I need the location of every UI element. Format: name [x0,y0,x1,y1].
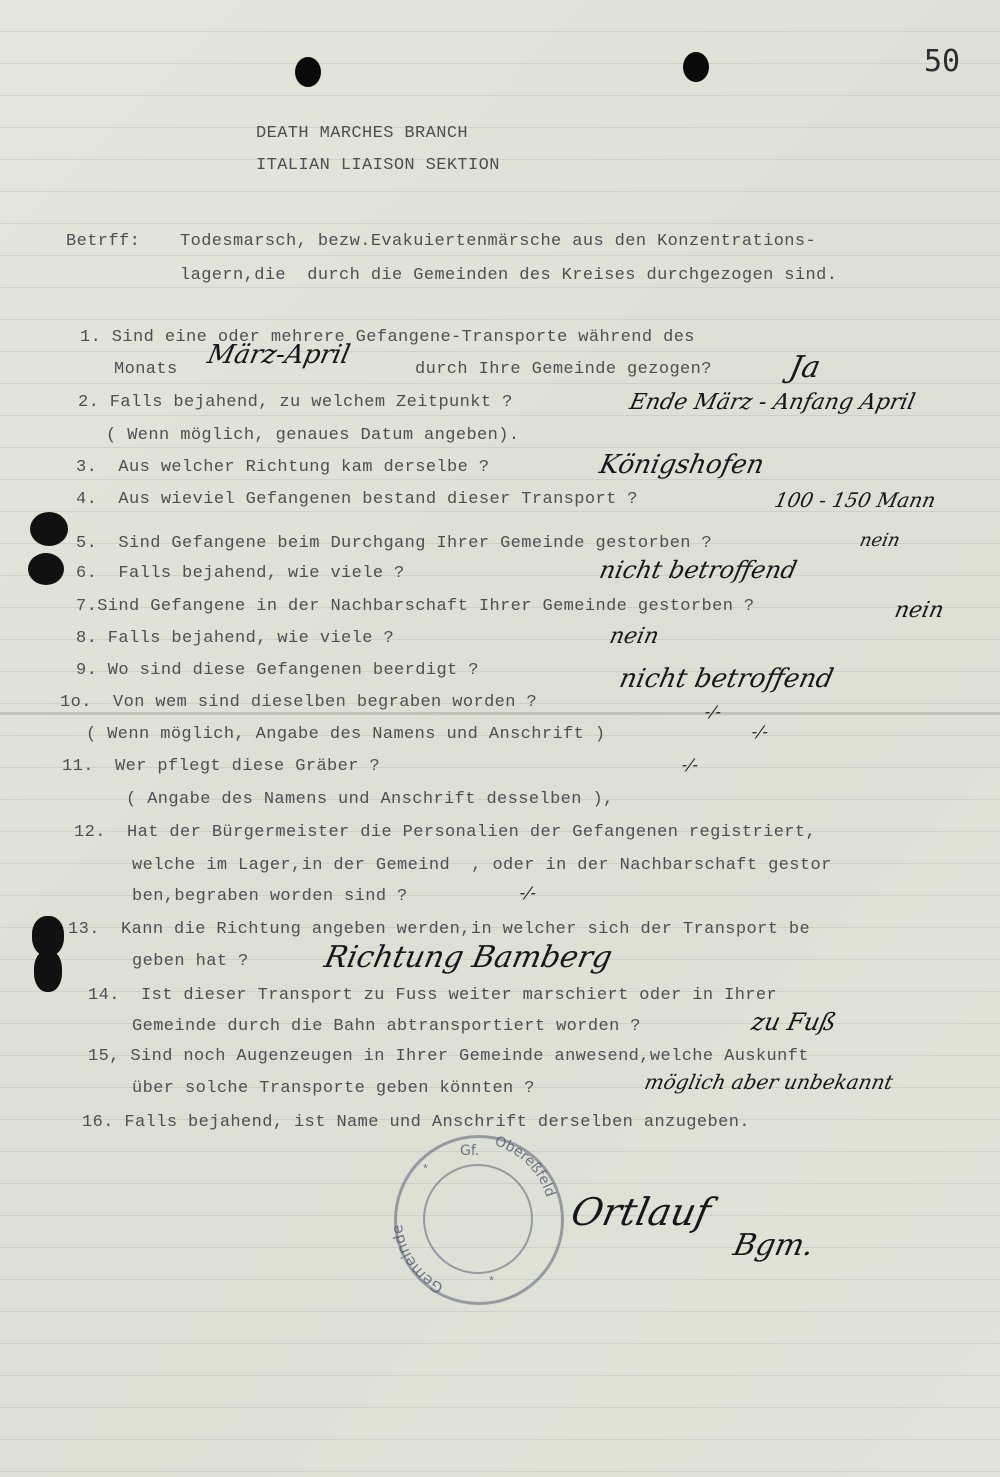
answer-9: nicht betroffend [616,664,837,694]
signature-title: Bgm. [730,1228,817,1263]
answer-4: 100 - 150 Mann [772,488,938,512]
question-7: 7.Sind Gefangene in der Nachbarschaft Ihrer Gemeinde gestorben ? [76,597,755,616]
question-15: 15, Sind noch Augenzeugen in Ihrer Gemeinde anwesend,welche Auskunft [88,1047,809,1066]
svg-text:Gemeinde [388,1224,446,1298]
answer-10b-dash: -/- [749,722,771,741]
question-1-cont: durch Ihre Gemeinde gezogen? [415,360,712,379]
question-13: 13. Kann die Richtung angeben werden,in welcher sich der Transport be [68,920,811,939]
question-3: 3. Aus welcher Richtung kam derselbe ? [76,458,490,477]
stamp-text-top: Gf. [460,1143,480,1159]
question-13-cont: geben hat ? [132,952,249,971]
svg-text:Obereßfeld [493,1134,558,1199]
svg-text:*: * [488,1275,496,1289]
answer-1: Ja [786,350,824,385]
question-9: 9. Wo sind diese Gefangenen beerdigt ? [76,661,479,680]
svg-text:*: * [422,1163,430,1177]
question-11: 11. Wer pflegt diese Gräber ? [62,757,381,776]
question-12-cont-2: ben,begraben worden sind ? [132,887,408,906]
stamp-lettering [384,1125,568,1309]
question-2-note: ( Wenn möglich, genaues Datum angeben). [106,426,520,445]
fold-line [0,712,1000,715]
question-1: 1. Sind eine oder mehrere Gefangene-Transporte während des [80,328,695,347]
header-line-1: DEATH MARCHES BRANCH [256,124,469,143]
question-12: 12. Hat der Bürgermeister die Personalien der Gefangenen registriert, [74,823,817,842]
question-15-cont: über solche Transporte geben könnten ? [132,1079,535,1098]
question-10: 1o. Von wem sind dieselben begraben worden ? [60,693,538,712]
question-5: 5. Sind Gefangene beim Durchgang Ihrer Gemeinde gestorben ? [76,534,713,553]
ink-blot-13b [34,950,62,992]
stamp-text-left: Gemeinde [387,1223,447,1298]
answer-11-dash: -/- [679,755,701,774]
answer-12-dash: -/- [517,883,539,902]
answer-10-dash: -/- [702,702,724,721]
punch-hole-right [683,52,709,82]
ink-blot-5 [30,512,68,546]
question-12-cont-1: welche im Lager,in der Gemeind , oder in der Nachbarschaft gestor [132,856,832,875]
ink-blot-6 [28,553,64,585]
answer-13: Richtung Bamberg [321,940,616,975]
answer-15: möglich aber unbekannt [642,1070,896,1094]
question-1-month-label: Monats [114,360,178,379]
question-14-cont: Gemeinde durch die Bahn abtransportiert worden ? [132,1017,641,1036]
subject-label: Betrff: [66,232,141,251]
question-4: 4. Aus wieviel Gefangenen bestand dieser Transport ? [76,490,638,509]
question-10-note: ( Wenn möglich, Angabe des Namens und Anschrift ) [86,725,606,744]
signature-name: Ortlauf [567,1190,715,1234]
question-6: 6. Falls bejahend, wie viele ? [76,564,405,583]
answer-6: nicht betroffend [597,556,800,584]
answer-5: nein [857,530,902,551]
question-14: 14. Ist dieser Transport zu Fuss weiter marschiert oder in Ihrer [88,986,778,1005]
question-11-note: ( Angabe des Namens und Anschrift desselben ), [126,790,614,809]
answer-7: nein [892,598,947,623]
question-2: 2. Falls bejahend, zu welchem Zeitpunkt ? [78,393,513,412]
page-number: 50 [924,44,961,79]
question-16: 16. Falls bejahend, ist Name und Anschrift derselben anzugeben. [82,1113,750,1132]
answer-month: März-April [204,340,353,370]
question-8: 8. Falls bejahend, wie viele ? [76,629,395,648]
answer-8: nein [607,624,662,649]
subject-line-1: Todesmarsch, bezw.Evakuiertenmärsche aus den Konzentrations- [180,232,817,251]
answer-2: Ende März - Anfang April [627,390,918,415]
header-line-2: ITALIAN LIAISON SEKTION [256,156,500,175]
punch-hole-left [295,57,321,87]
subject-line-2: lagern,die durch die Gemeinden des Kreises durchgezogen sind. [180,266,838,285]
answer-14: zu Fuß [749,1008,839,1036]
stamp-text-right: Obereßfeld [492,1133,559,1199]
answer-3: Königshofen [596,450,767,480]
